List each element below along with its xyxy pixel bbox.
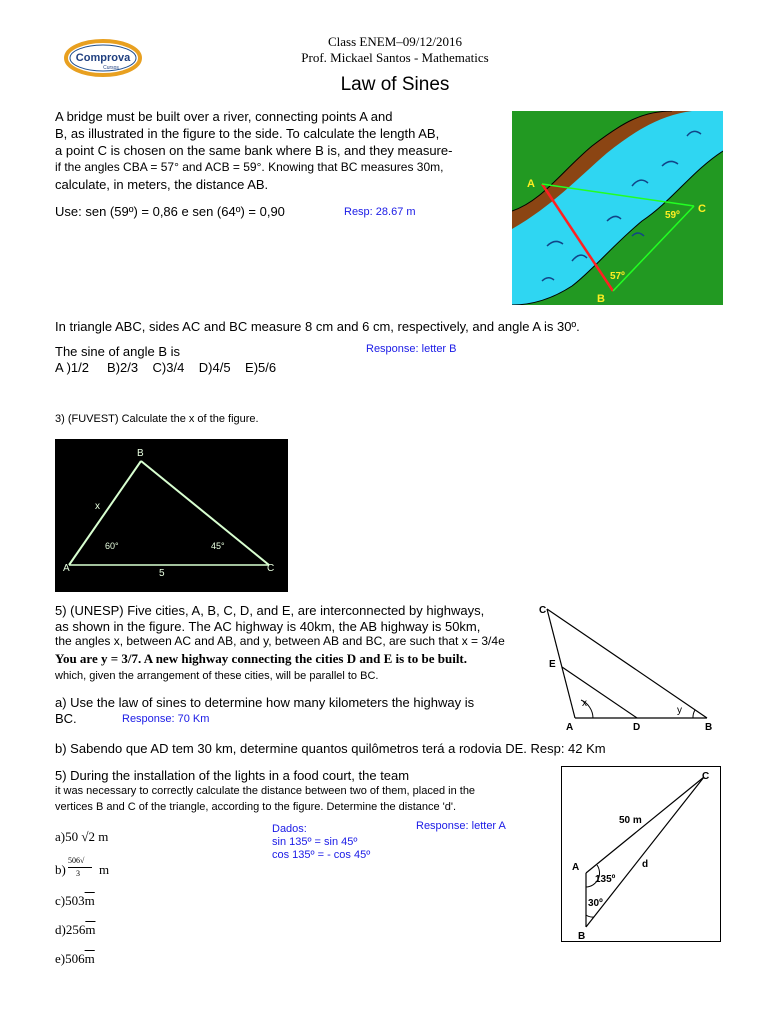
court-label-d: d <box>642 859 649 870</box>
option-b-denominator: 3 <box>76 869 80 878</box>
q5a-line-2: as shown in the figure. The AC highway is 40km, the AB highway is 50km, <box>55 619 481 634</box>
q2-response: Response: letter B <box>366 343 457 355</box>
option-e <box>55 951 95 967</box>
cities-label-d: D <box>633 722 641 733</box>
dados-title: Dados: <box>272 823 307 835</box>
river-label-a: A <box>527 178 535 190</box>
q1-line-2: B, as illustrated in the figure to the side. To calculate the length AB, <box>55 126 440 141</box>
option-b-prefix: b) <box>55 862 66 877</box>
q5a-a-resp: Response: 70 Km <box>122 713 210 725</box>
option-b-bar <box>68 867 92 868</box>
logo <box>64 38 142 78</box>
dados-line-1: sin 135º = sin 45º <box>272 836 358 848</box>
logo-name: Comprova <box>75 52 131 64</box>
option-a-prefix: a)50 <box>55 829 79 844</box>
fuvest-angle-a: 60° <box>105 541 119 551</box>
q1-line-5: calculate, in meters, the distance AB. <box>55 177 269 192</box>
court-length: 50 m <box>619 815 642 826</box>
fuvest-label-b: B <box>137 448 144 459</box>
option-b-numerator: 506√ <box>68 856 85 865</box>
river-label-c: C <box>698 203 706 215</box>
cities-label-e: E <box>549 659 556 670</box>
logo-graphic <box>64 38 142 78</box>
option-d-text: d)256 <box>55 922 86 937</box>
option-c-unit: $\overline{m}$ <box>84 893 95 908</box>
option-a-sqrt: √2 <box>81 829 95 844</box>
q5a-line-1: 5) (UNESP) Five cities, A, B, C, D, and E, are interconnected by highways, <box>55 603 485 618</box>
q1-line-1: A bridge must be built over a river, connecting points A and <box>55 109 393 124</box>
option-a-unit: m <box>98 829 109 844</box>
option-e-text: e)506 <box>55 951 85 966</box>
option-d <box>55 922 95 938</box>
q3-text: 3) (FUVEST) Calculate the x of the figure. <box>55 413 259 425</box>
header-prof-line: Prof. Mickael Santos - Mathematics <box>301 50 489 65</box>
river-label-b: B <box>597 293 605 305</box>
option-a <box>55 829 108 845</box>
option-d-unit: $\overline{m}$ <box>85 922 96 937</box>
cities-figure <box>535 600 720 735</box>
court-label-b: B <box>578 931 586 941</box>
fuvest-label-c: C <box>267 563 275 574</box>
cities-label-c: C <box>539 605 547 616</box>
q5b-line-2: it was necessary to correctly calculate the distance between two of them, placed in the <box>55 785 476 797</box>
q1-line-4: if the angles CBA = 57° and ACB = 59°. Knowing that BC measures 30m, <box>55 160 444 174</box>
option-c <box>55 893 95 909</box>
river-angle-b: 57º <box>610 271 625 282</box>
q5a-a-line-1: a) Use the law of sines to determine how many kilometers the highway is <box>55 695 475 710</box>
q2-options: A )1/2 B)2/3 C)3/4 D)4/5 E)5/6 <box>55 360 277 375</box>
fuvest-label-x: x <box>95 501 100 512</box>
cities-angle-x: x <box>582 698 587 709</box>
option-c-text: c)503 <box>55 893 85 908</box>
q5b-line-1: 5) During the installation of the lights in a food court, the team <box>55 768 410 783</box>
q5a-a-line-2: BC. <box>55 711 77 726</box>
q1-resp: Resp: 28.67 m <box>344 206 416 218</box>
q5a-b-line: b) Sabendo que AD tem 30 km, determine quantos quilômetros terá a rodovia DE. Resp: 42 Km <box>55 741 606 756</box>
cities-label-b: B <box>705 722 713 733</box>
q5a-line-4: You are y = 3/7. A new highway connecting the cities D and E is to be built. <box>55 651 468 666</box>
river-angle-c: 59º <box>665 210 680 221</box>
q1-use: Use: sen (59º) = 0,86 e sen (64º) = 0,90 <box>55 204 285 219</box>
court-label-a: A <box>572 862 580 873</box>
court-label-c: C <box>702 771 710 782</box>
q5a-line-5: which, given the arrangement of these cities, will be parallel to BC. <box>55 670 379 682</box>
food-court-figure <box>561 766 721 942</box>
dados-line-2: cos 135º = - cos 45º <box>272 849 371 861</box>
fuvest-angle-c: 45° <box>211 541 225 551</box>
q5b-line-3: vertices B and C of the triangle, according to the figure. Determine the distance 'd'. <box>55 801 457 813</box>
q2-line-2: The sine of angle B is <box>55 344 181 359</box>
page-title: Law of Sines <box>340 74 450 95</box>
court-angle-a: 135º <box>595 874 616 885</box>
header-class-line: Class ENEM–09/12/2016 <box>328 34 462 49</box>
q1-line-3: a point C is chosen on the same bank where B is, and they measure- <box>55 143 453 158</box>
river-figure <box>512 111 723 305</box>
cities-angle-y: y <box>677 705 682 716</box>
q5b-response: Response: letter A <box>416 820 506 832</box>
fuvest-figure <box>55 439 288 592</box>
fuvest-base: 5 <box>159 568 165 579</box>
q5a-line-3: the angles x, between AC and AB, and y, between AB and BC, are such that x = 3/4e <box>55 634 505 648</box>
cities-label-a: A <box>566 722 574 733</box>
logo-sub: Cursos <box>103 65 119 71</box>
option-e-unit: $\overline{m}$ <box>84 951 95 966</box>
court-angle-b: 30º <box>588 898 603 909</box>
option-b-unit: m <box>99 862 110 877</box>
fuvest-label-a: A <box>63 563 70 574</box>
q2-line-1: In triangle ABC, sides AC and BC measure 8 cm and 6 cm, respectively, and angle A is 30º. <box>55 319 580 334</box>
